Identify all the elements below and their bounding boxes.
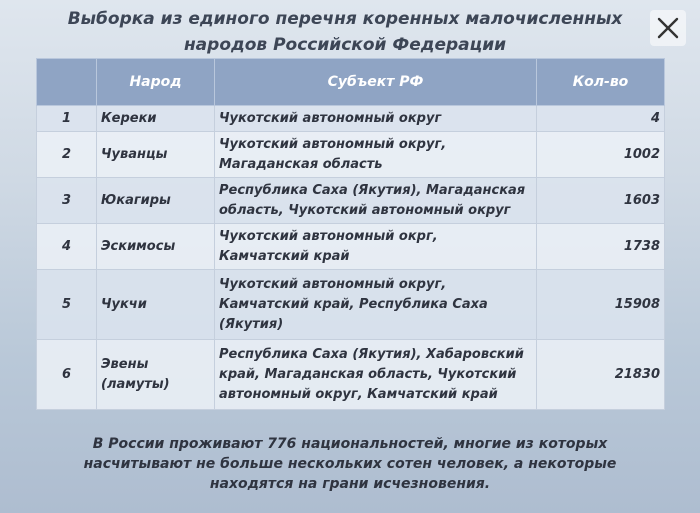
close-icon bbox=[655, 15, 681, 41]
row-num: 4 bbox=[37, 224, 97, 270]
row-region: Чукотский автономный округ, Магаданская область bbox=[215, 132, 537, 178]
row-num: 5 bbox=[37, 270, 97, 340]
row-people: Чукчи bbox=[97, 270, 215, 340]
table-row bbox=[37, 340, 665, 410]
footnote-text: В России проживают 776 национальностей, многие из которых насчитывают не больше нескольких сотен человек, а некоторые находятся на грани исчезновения. bbox=[83, 436, 617, 492]
header-num bbox=[37, 59, 97, 106]
row-num: 2 bbox=[37, 132, 97, 178]
table-row bbox=[37, 178, 665, 224]
row-num: 6 bbox=[37, 340, 97, 410]
table-row bbox=[37, 132, 665, 178]
row-count: 1603 bbox=[537, 178, 665, 224]
peoples-table bbox=[36, 58, 665, 410]
row-count: 21830 bbox=[537, 340, 665, 410]
row-count: 1738 bbox=[537, 224, 665, 270]
row-num: 3 bbox=[37, 178, 97, 224]
row-people: Чуванцы bbox=[97, 132, 215, 178]
header-count: Кол-во bbox=[537, 59, 665, 106]
row-count: 15908 bbox=[537, 270, 665, 340]
slide-title: Выборка из единого перечня коренных малочисленных народов Российской Федерации bbox=[67, 9, 623, 55]
row-region: Чукотский автономный округ, Камчатский край, Республика Саха (Якутия) bbox=[215, 270, 537, 340]
row-region: Республика Саха (Якутия), Хабаровский край, Магаданская область, Чукотский автономный округ, Камчатский край bbox=[215, 340, 537, 410]
close-button[interactable] bbox=[650, 10, 686, 46]
header-people: Народ bbox=[97, 59, 215, 106]
row-people: Кереки bbox=[97, 106, 215, 132]
row-region: Чукотский автономный округ bbox=[215, 106, 537, 132]
header-region: Субъект РФ bbox=[215, 59, 537, 106]
row-count: 4 bbox=[537, 106, 665, 132]
row-num: 1 bbox=[37, 106, 97, 132]
row-region: Чукотский автономный окрг, Камчатский край bbox=[215, 224, 537, 270]
row-count: 1002 bbox=[537, 132, 665, 178]
table-header-row bbox=[37, 59, 665, 106]
row-people: Юкагиры bbox=[97, 178, 215, 224]
row-people: Эскимосы bbox=[97, 224, 215, 270]
table-row bbox=[37, 270, 665, 340]
row-people: Эвены (ламуты) bbox=[97, 340, 215, 410]
table-row bbox=[37, 106, 665, 132]
table-row bbox=[37, 224, 665, 270]
row-region: Республика Саха (Якутия), Магаданская область, Чукотский автономный округ bbox=[215, 178, 537, 224]
